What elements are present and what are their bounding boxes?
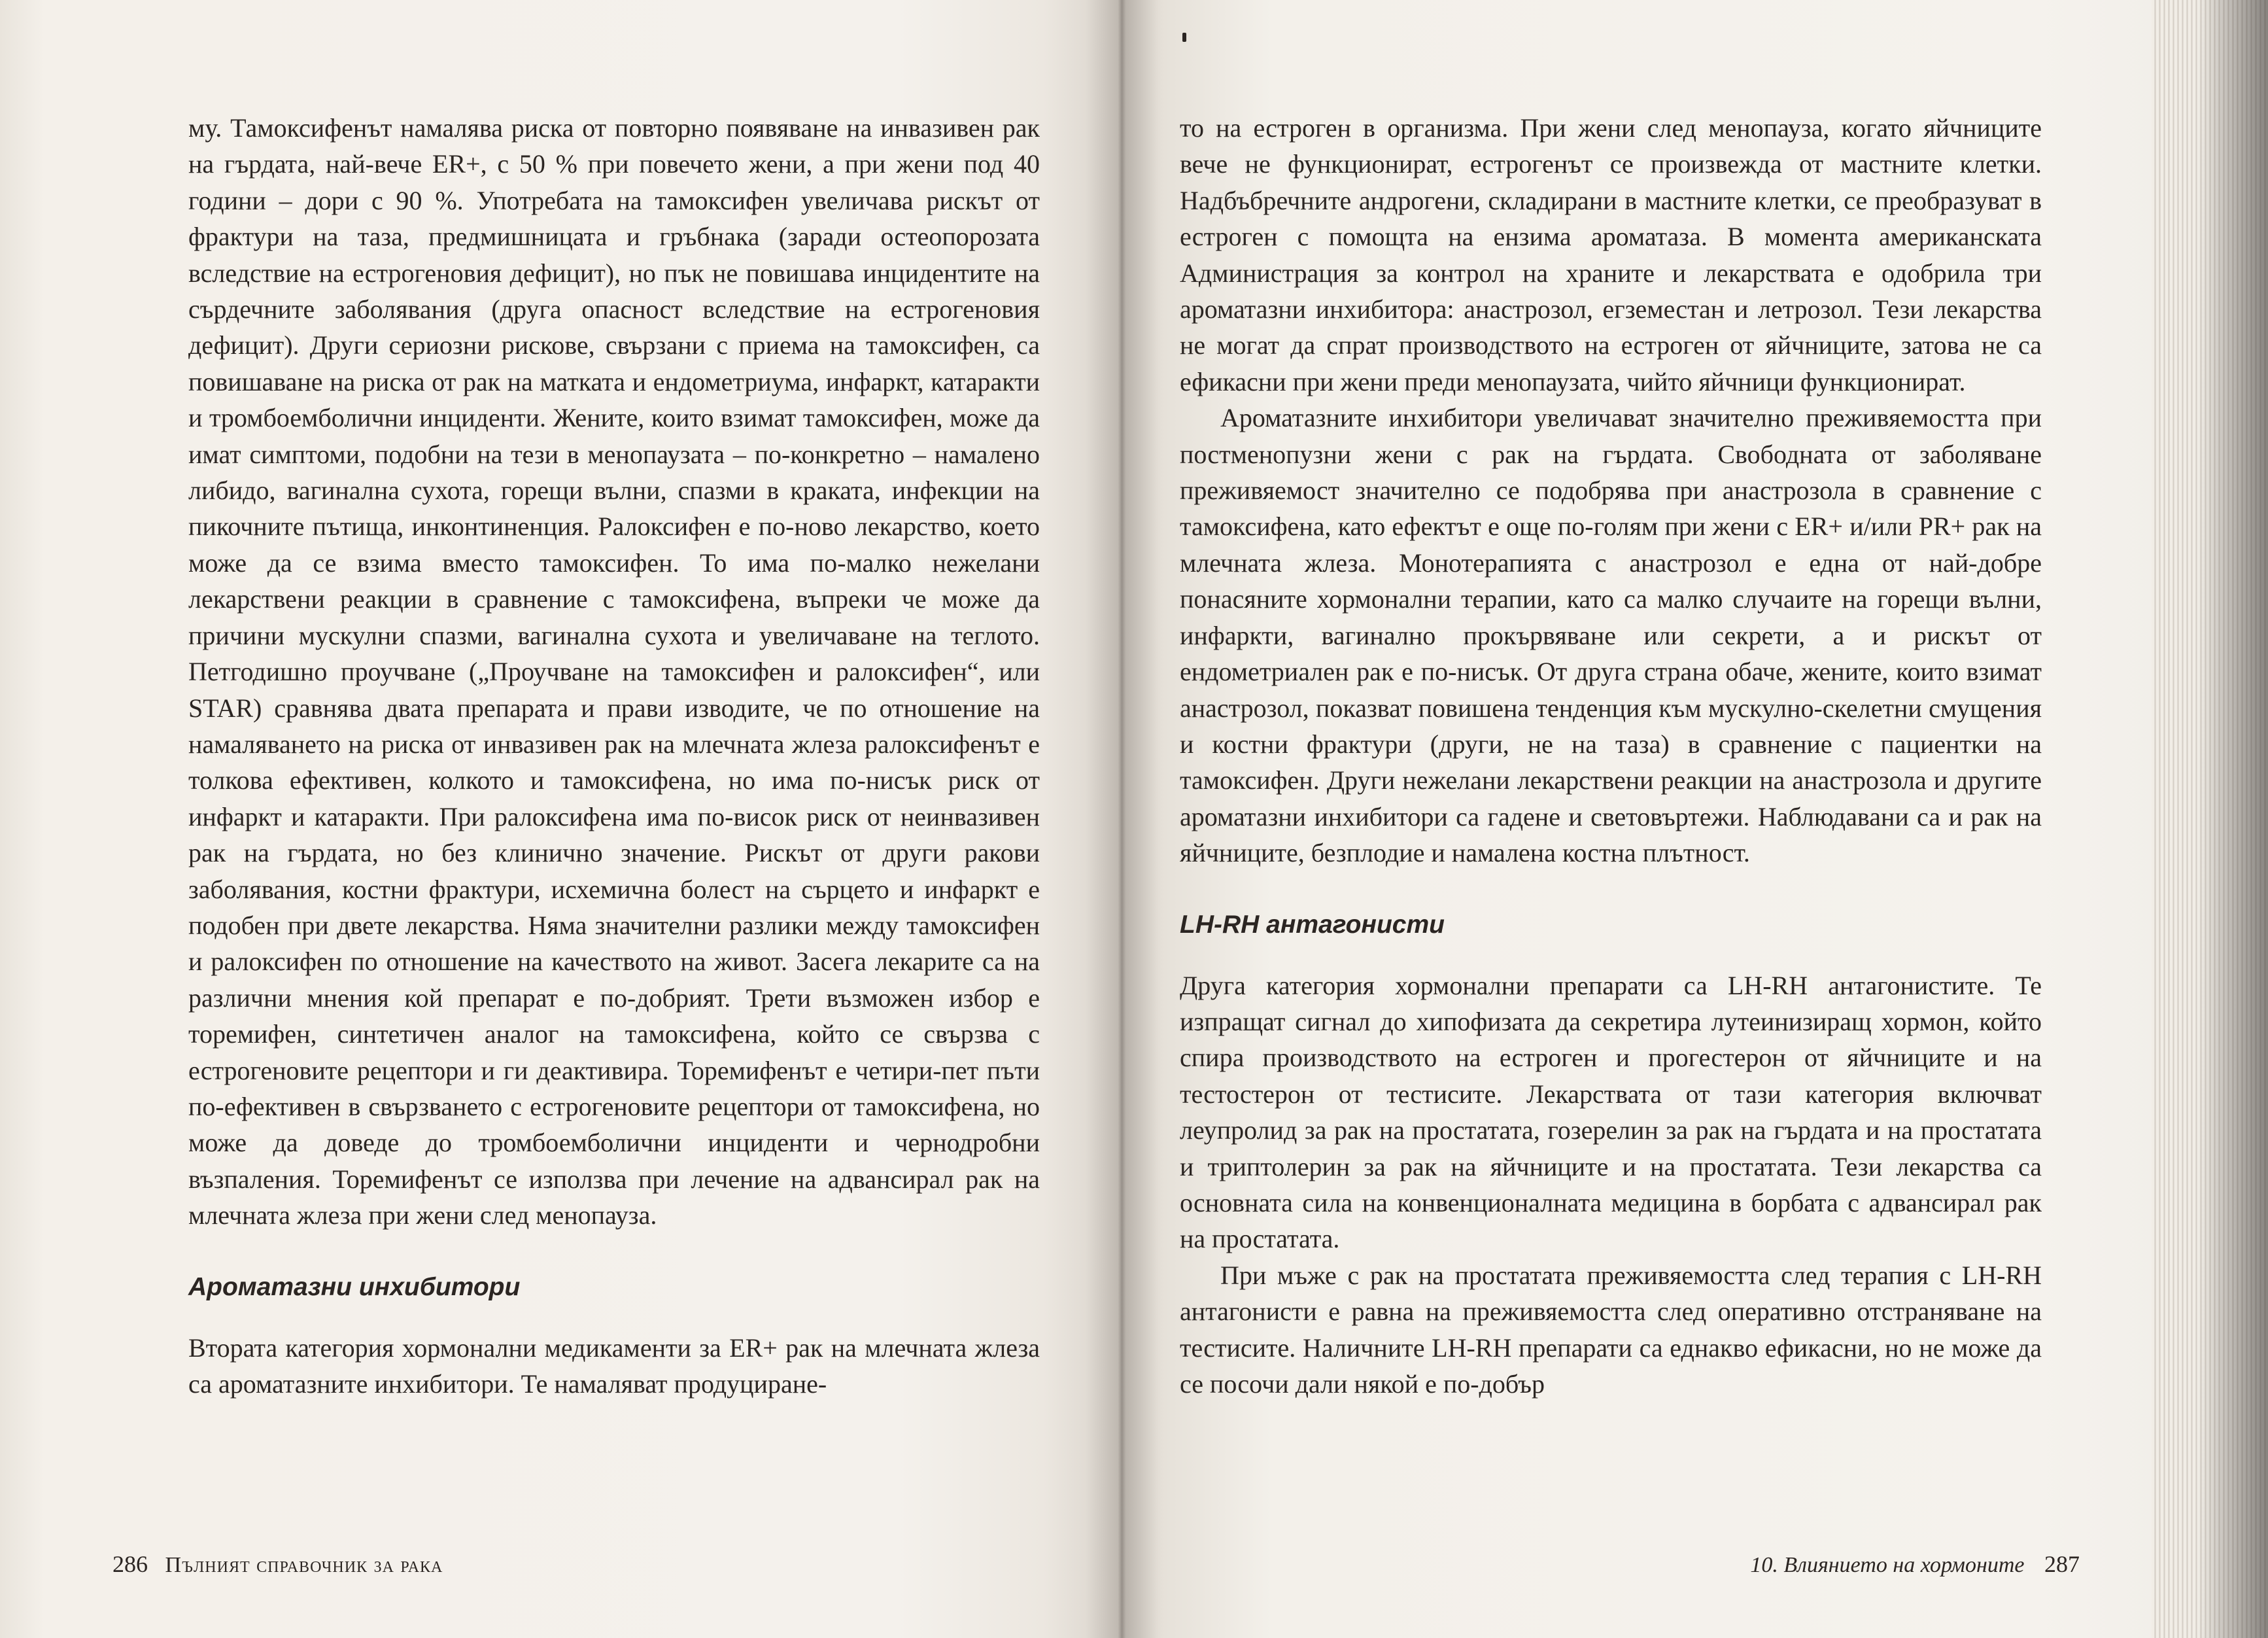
chapter-title-running-footer: 10. Влиянието на хормоните [1750,1553,2025,1577]
left-page-number: 286 [112,1551,148,1577]
page-edges-shadow [2197,0,2268,1638]
right-page-body [1180,110,2042,1402]
section-heading-lh-rh-antagonists: LH-RH антагонисти [1180,910,1445,939]
book-title-running-footer: Пълният справочник за рака [165,1553,443,1577]
left-paragraph-2: Втората категория хормонални медикаменти за ER+ рак на млечната жлеза са ароматазните инхибитори. Те намаляват продуциране- [188,1333,1040,1399]
right-page-footer [1750,1550,2080,1578]
right-paragraph-2: Ароматазните инхибитори увеличават значително преживяемостта при постменопузни жени с рак на гърдата. Свободната от заболяване преживяемост значително се подобрява при анастрозола в сравнение с тамоксифена, като ефектът е още по-голям при жени с ER+ и/или PR+ рак на млечната жлеза. Монотерапията с анастрозол е една от най-добре понасяните хормонални терапии, като са малко случаите на горещи вълни, инфаркти, вагинално прокървяване или секрети, а и рискът от ендометриален рак е по-нисък. От друга страна обаче, жените, които взимат анастрозол, показват повишена тенденция към мускулно-скелетни смущения и костни фрактури (други, не на таза) в сравнение с пациентки на тамоксифен. Други нежелани лекарствени реакции на анастрозола и другите ароматазни инхибитори са гадене и световъртежи. Наблюдавани са и рак на яйчниците, безплодие и намалена костна плътност. [1180,403,2042,868]
print-speck [1182,33,1186,42]
book-gutter-shadow [1086,0,1158,1638]
left-paragraph-1: му. Тамоксифенът намалява риска от повторно появяване на инвазивен рак на гърдата, най-вече ER+, с 50 % при повечето жени, а при жени под 40 години – дори с 90 %. Употребата на тамоксифен увеличава рискът от фрактури на таза, предмишницата и гръбнака (заради остеопорозата вследствие на естрогеновия дефицит), но пък не повишава инцидентите на сърдечните заболявания (друга опасност вследствие на естрогеновия дефицит). Други сериозни рискове, свързани с приема на тамоксифен, са повишаване на риска от рак на матката и ендометриума, инфаркт, катаракти и тромбоемболични инциденти. Жените, които взимат тамоксифен, може да имат симптоми, подобни на тези в менопаузата – по-конкретно – намалено либидо, вагинална сухота, горещи вълни, спазми в краката, инфекции на пикочните пътища, инконтиненция. Ралоксифен е по-ново лекарство, което може да се взима вместо тамоксифен. То има по-малко нежелани лекарствени реакции в сравнение с тамоксифена, въпреки че може да причини мускулни спазми, вагинална сухота и увеличаване на теглото. Петгодишно проучване („Проучване на тамоксифен и ралоксифен“, или STAR) сравнява двата препарата и прави изводите, че по отношение на намаляването на риска от инвазивен рак на млечната жлеза ралоксифенът е толкова ефективен, колкото и тамоксифена, но има по-нисък риск от инфаркт и катаракти. При ралоксифена има по-висок риск от неинвазивен рак на гърдата, но без клинично значение. Рискът от други ракови заболявания, костни фрактури, исхемична болест на сърцето и инфаркт е подобен при двете лекарства. Няма значителни разлики между тамоксифен и ралоксифен по отношение на качеството на живот. Засега лекарите са на различни мнения кой препарат е по-добрият. Трети възможен избор е торемифен, синтетичен аналог на тамоксифена, който се свързва с естрогеновите рецептори и ги деактивира. Торемифенът е четири-пет пъти по-ефективен в свързването с естрогеновите рецептори от тамоксифена, но може да доведе до тромбоемболични инциденти и чернодробни възпаления. Торемифенът се използва при лечение на адвансирал рак на млечната жлеза при жени след менопауза. [188,113,1040,1230]
left-page-body [188,110,1040,1402]
right-page [1122,0,2197,1638]
right-paragraph-3: Друга категория хормонални препарати са LH-RH антагонистите. Те изпращат сигнал до хипофизата да секретира лутеинизиращ хормон, който спира производството на естроген и прогестерон от яйчниците и на тестостерон от тестисите. Лекарствата от тази категория включват леупролид за рак на простатата, гозерелин за рак на гърдата и на простатата и триптолерин за рак на яйчниците и на простатата. Тези лекарства са основната сила на конвенционалната медицина в борбата с адвансирал рак на простатата. [1180,970,2042,1254]
left-page-footer [112,1550,443,1578]
right-paragraph-1: то на естроген в организма. При жени след менопауза, когато яйчниците вече не функционират, естрогенът се произвежда от мастните клетки. Надбъбречните андрогени, складирани в мастните клетки, се преобразуват в естроген с помощта на ензима ароматаза. В момента американската Администрация за контрол на храните и лекарствата е одобрила три ароматазни инхибитора: анастрозол, егземестан и летрозол. Тези лекарства не могат да спрат производството на естроген от яйчниците, затова не са ефикасни при жени преди менопаузата, чийто яйчници функционират. [1180,113,2042,396]
left-page [0,0,1122,1638]
right-page-number: 287 [2044,1551,2080,1577]
section-heading-aromatase-inhibitors: Ароматазни инхибитори [188,1272,521,1301]
right-paragraph-4: При мъже с рак на простатата преживяемостта след терапия с LH-RH антагонисти е равна на преживяемостта след оперативно отстраняване на тестисите. Наличните LH-RH препарати са еднакво ефикасни, но не може да се посочи дали някой е по-добър [1180,1260,2042,1399]
